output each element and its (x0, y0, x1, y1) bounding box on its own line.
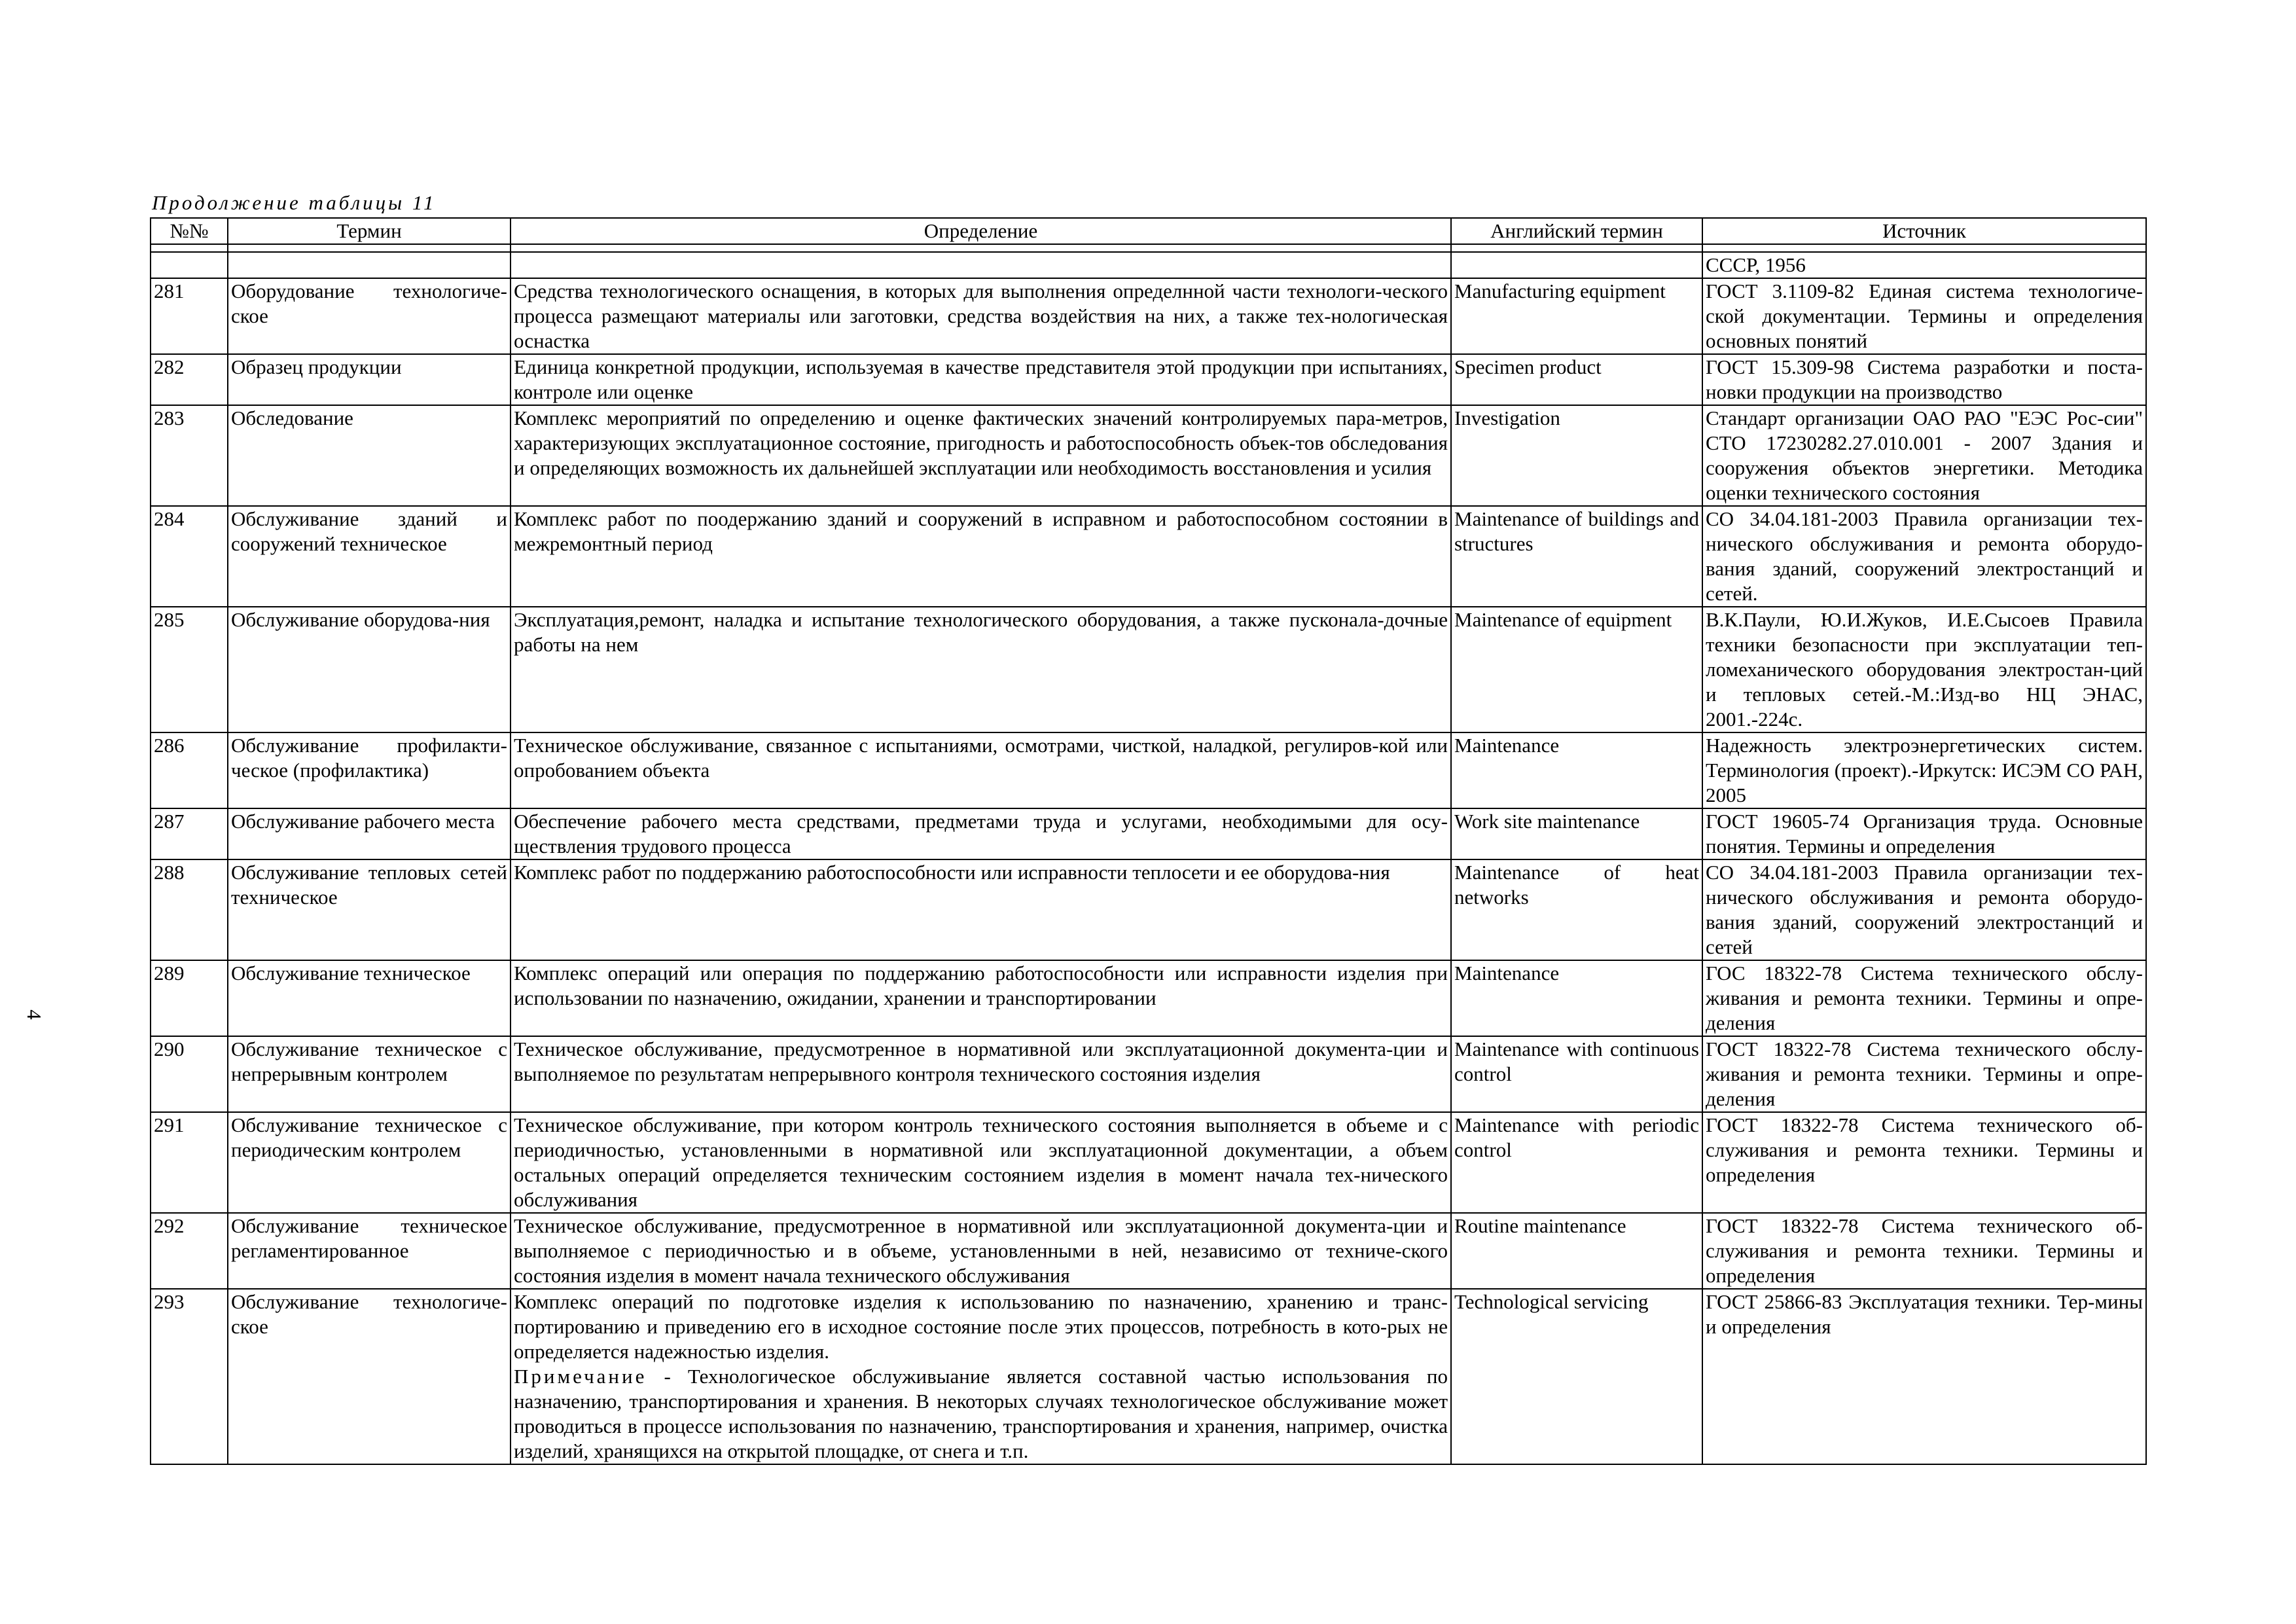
table-caption: Продолжение таблицы 11 (152, 191, 437, 214)
cell-term: Обслуживание техническое регламентированное (228, 1213, 511, 1289)
cell-term: Обслуживание технологиче-ское (228, 1289, 511, 1464)
table-row (151, 1036, 2146, 1112)
header-spacer-row (151, 244, 2146, 252)
cell-english: Maintenance of buildings and structures (1451, 506, 1702, 607)
table-row (151, 354, 2146, 405)
cell-source: СО 34.04.181-2003 Правила организации тех-нического обслуживания и ремонта оборудо-вания зданий, сооружений электростанций и сетей (1702, 859, 2146, 960)
cell-source: Стандарт организации ОАО РАО "ЕЭС Рос-сии" СТО 17230282.27.010.001 - 2007 Здания и сооружения объектов энергетики. Методика оценки технического состояния (1702, 405, 2146, 506)
cell-num: 293 (151, 1289, 228, 1464)
table-row (151, 732, 2146, 808)
cell-term: Обслуживание тепловых сетей техническое (228, 859, 511, 960)
continuation-row (151, 252, 2146, 278)
cell-definition: Техническое обслуживание, связанное с испытаниями, осмотрами, чисткой, наладкой, регулиров-кой или опробованием объекта (511, 732, 1451, 808)
cell-num: 283 (151, 405, 228, 506)
cell-term: Обслуживание профилакти-ческое (профилактика) (228, 732, 511, 808)
table-header-row (151, 218, 2146, 244)
cell-definition: Комплекс операций или операция по поддержанию работоспособности или исправности изделия при использовании по назначению, ожидании, хранении и транспортировании (511, 960, 1451, 1036)
table-row (151, 278, 2146, 354)
cell-term: Образец продукции (228, 354, 511, 405)
cell-definition: Техническое обслуживание, предусмотренное в нормативной или эксплуатационной документа-ции и выполняемое по результатам непрерывного контроля технического состояния изделия (511, 1036, 1451, 1112)
definition-note (514, 1364, 1448, 1464)
cell-definition: Техническое обслуживание, предусмотренное в нормативной или эксплуатационной документа-ции и выполняемое с периодичностью и в объеме, установленными в ней, независимо от техниче-ского состояния изделия в момент начала технического обслуживания (511, 1213, 1451, 1289)
cell-source: СССР, 1956 (1702, 252, 2146, 278)
table-row (151, 1289, 2146, 1464)
cell-term: Обслуживание техническое с непрерывным контролем (228, 1036, 511, 1112)
table-row (151, 405, 2146, 506)
cell-english: Manufacturing equipment (1451, 278, 1702, 354)
cell-source: ГОСТ 18322-78 Система технического об-служивания и ремонта техники. Термины и определения (1702, 1213, 2146, 1289)
cell-num: 292 (151, 1213, 228, 1289)
cell-definition: Комплекс мероприятий по определению и оценке фактических значений контролируемых пара-метров, характеризующих эксплуатационное состояние, пригодность и работоспособность объек-тов обследования и определяющих возможность их дальнейшей эксплуатации или необходимость восстановления и усилия (511, 405, 1451, 506)
cell-num: 289 (151, 960, 228, 1036)
table-row (151, 859, 2146, 960)
cell-term: Обслуживание оборудова-ния (228, 607, 511, 732)
cell-source: ГОСТ 3.1109-82 Единая система технологиче-ской документации. Термины и определения основных понятий (1702, 278, 2146, 354)
table-row (151, 960, 2146, 1036)
table-row (151, 607, 2146, 732)
cell-term: Обслуживание рабочего места (228, 808, 511, 859)
cell-definition: Комплекс работ по поодержанию зданий и сооружений в исправном и работоспособном состоянии в межремонтный период (511, 506, 1451, 607)
cell-definition: Комплекс работ по поддержанию работоспособности или исправности теплосети и ее оборудова-ния (511, 859, 1451, 960)
table-row (151, 1213, 2146, 1289)
cell-english: Investigation (1451, 405, 1702, 506)
cell-num: 287 (151, 808, 228, 859)
cell-english: Technological servicing (1451, 1289, 1702, 1464)
note-label: Примечание (514, 1365, 647, 1388)
table-row (151, 506, 2146, 607)
cell-definition: Техническое обслуживание, при котором контроль технического состояния выполняется в объеме и с периодичностью, установленными в нормативной или эксплуатационной документации, а объем остальных операций определяется техническим состоянием изделия в момент начала тех-нического обслуживания (511, 1112, 1451, 1213)
cell-term (228, 252, 511, 278)
cell-num: 281 (151, 278, 228, 354)
cell-english: Maintenance (1451, 960, 1702, 1036)
cell-term: Оборудование технологиче-ское (228, 278, 511, 354)
cell-definition: Средства технологического оснащения, в которых для выполнения определнной части технологи-ческого процесса размещают материалы или заготовки, средства воздействия на них, а также тех-нологическая оснастка (511, 278, 1451, 354)
cell-term: Обслуживание техническое с периодическим контролем (228, 1112, 511, 1213)
cell-english: Maintenance (1451, 732, 1702, 808)
cell-term: Обслуживание зданий и сооружений техническое (228, 506, 511, 607)
cell-english: Specimen product (1451, 354, 1702, 405)
cell-definition: Единица конкретной продукции, используемая в качестве представителя этой продукции при испытаниях, контроле или оценке (511, 354, 1451, 405)
header-english: Английский термин (1451, 218, 1702, 244)
cell-definition (511, 252, 1451, 278)
cell-num: 285 (151, 607, 228, 732)
cell-num: 282 (151, 354, 228, 405)
cell-english: Work site maintenance (1451, 808, 1702, 859)
cell-num: 291 (151, 1112, 228, 1213)
page-number: 4 (23, 1009, 46, 1020)
cell-definition: Обеспечение рабочего места средствами, предметами труда и услугами, необходимыми для осу-ществления трудового процесса (511, 808, 1451, 859)
header-term: Термин (228, 218, 511, 244)
terms-table (150, 217, 2147, 1465)
cell-english (1451, 252, 1702, 278)
cell-source: Надежность электроэнергетических систем. Терминология (проект).-Иркутск: ИСЭМ СО РАН, 2005 (1702, 732, 2146, 808)
cell-source: В.К.Паули, Ю.И.Жуков, И.Е.Сысоев Правила техники безопасности при эксплуатации теп-ломеханического оборудования электростан-ций и тепловых сетей.-М.:Изд-во НЦ ЭНАС, 2001.-224с. (1702, 607, 2146, 732)
cell-source: ГОС 18322-78 Система технического обслу-живания и ремонта техники. Термины и опре-деления (1702, 960, 2146, 1036)
cell-term: Обследование (228, 405, 511, 506)
cell-source: ГОСТ 19605-74 Организация труда. Основные понятия. Термины и определения (1702, 808, 2146, 859)
cell-num (151, 252, 228, 278)
cell-source: СО 34.04.181-2003 Правила организации тех-нического обслуживания и ремонта оборудо-вания зданий, сооружений электростанций и сетей. (1702, 506, 2146, 607)
cell-english: Maintenance with periodic control (1451, 1112, 1702, 1213)
header-num: №№ (151, 218, 228, 244)
cell-english: Maintenance of equipment (1451, 607, 1702, 732)
header-source: Источник (1702, 218, 2146, 244)
cell-source: ГОСТ 15.309-98 Система разработки и поста-новки продукции на производство (1702, 354, 2146, 405)
table-row (151, 808, 2146, 859)
cell-num: 284 (151, 506, 228, 607)
cell-term: Обслуживание техническое (228, 960, 511, 1036)
cell-english: Maintenance with continuous control (1451, 1036, 1702, 1112)
cell-english: Maintenance of heat networks (1451, 859, 1702, 960)
header-definition: Определение (511, 218, 1451, 244)
cell-definition: Эксплуатация,ремонт, наладка и испытание технологического оборудования, а также пусконала-дочные работы на нем (511, 607, 1451, 732)
cell-num: 286 (151, 732, 228, 808)
table-row (151, 1112, 2146, 1213)
cell-num: 290 (151, 1036, 228, 1112)
cell-source: ГОСТ 25866-83 Эксплуатация техники. Тер-мины и определения (1702, 1289, 2146, 1464)
cell-num: 288 (151, 859, 228, 960)
cell-source: ГОСТ 18322-78 Система технического об-служивания и ремонта техники. Термины и определения (1702, 1112, 2146, 1213)
note-text: - Технологическое обслуживыание является составной частью использования по назначению, транспортирования и хранения. В некоторых случаях технологическое обслуживание может проводиться в процессе использования по назначению, транспортирования и хранения, например, очистка изделий, хранящихся на открытой площадке, от снега и т.п. (514, 1365, 1448, 1462)
cell-definition (511, 1289, 1451, 1464)
cell-source: ГОСТ 18322-78 Система технического обслу-живания и ремонта техники. Термины и опре-деления (1702, 1036, 2146, 1112)
cell-english: Routine maintenance (1451, 1213, 1702, 1289)
definition-text: Комплекс операций по подготовке изделия к использованию по назначению, хранению и транс-портированию и приведению его в исходное состояние после этих процессов, потребность в кото-рых не определяется надежностью изделия. (514, 1290, 1448, 1363)
